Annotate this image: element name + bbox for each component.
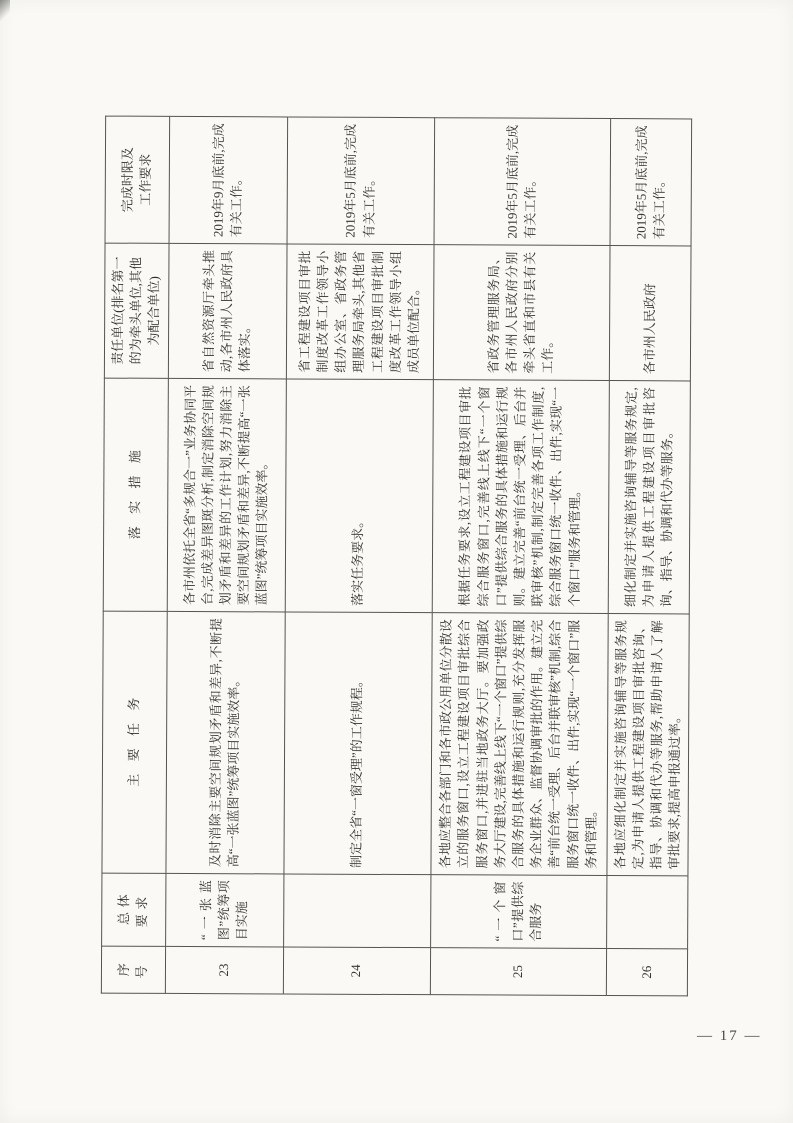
cell-measure-26: 细化制定并实施咨询辅导等服务规定,为申请人提供工程建设项目审批咨询、指导、协调和代办等服务。 (608, 381, 691, 614)
table-row-26 (606, 119, 692, 996)
cell-seq-23: 23 (165, 946, 283, 994)
cell-task-25: 各地应整合各部门和各市政公用单位分散设立的服务窗口,设立工程建设项目审批综合服务窗口,并进驻当地政务大厅。要加强政务大厅建设,完善线上线下“一个窗口”提供综合服务的具体措施和运行规则,充分发挥服务企业群众、监督协调审批的作用。建立完善“前台统一受理、后台并联审核”机制,综合服务窗口统一收件、出件,实现“一个窗口”服务和管理。 (431, 613, 608, 876)
cell-deadline-26: 2019年5月底前,完成有关工作。 (610, 119, 692, 246)
page-number: — 17 — (697, 1028, 762, 1044)
table-row-24 (283, 117, 434, 995)
cell-unit-24: 省工程建设项目审批制度改革工作领导小组办公室、省政务管理服务局牵头,其他省工程建设项目审批制度改革工作领导小组成员单位配合。 (286, 244, 434, 380)
cell-task-26: 各地应细化制定并实施咨询辅导等服务规定,为申请人提供工程建设项目审批咨询、指导、协调和代办等服务,帮助申请人了解审批要求,提高申报通过率。 (607, 614, 690, 876)
header-unit: 责任单位(排名第一 的为牵头单位,其他 为配合单位) (104, 243, 168, 378)
header-task: 主要任务 (102, 611, 167, 873)
cell-overall-25: “一个窗口”提供综合服务 (430, 875, 606, 949)
cell-measure-23: 各市州依托全省“多规合一”业务协同平台,完成差异图斑分析,制定消除空间规划矛盾和差异的工作计划,努力消除主要空间规划矛盾和差异,不断提高“一张蓝图”统筹项目实施效率。 (167, 378, 286, 612)
header-deadline: 完成时限及 工作要求 (105, 116, 169, 243)
cell-measure-24: 落实任务要求。 (285, 379, 433, 613)
cell-overall-24 (283, 874, 430, 948)
cell-seq-24: 24 (283, 947, 430, 995)
cell-overall-26 (606, 876, 688, 949)
header-measure: 落实措施 (103, 378, 168, 611)
table-header-row (101, 116, 169, 993)
header-seq: 序号 (101, 946, 165, 993)
cell-deadline-25: 2019年5月底前,完成有关工作。 (434, 118, 611, 246)
cell-unit-23: 省自然资源厅牵头推动,各市州人民政府具体落实。 (168, 243, 287, 379)
cell-deadline-24: 2019年5月底前,完成有关工作。 (287, 117, 435, 245)
cell-seq-26: 26 (606, 949, 688, 996)
cell-task-24: 制定全省“一窗受理”的工作规程。 (284, 612, 432, 875)
table-row-25 (430, 118, 610, 996)
cell-seq-25: 25 (430, 948, 606, 996)
cell-task-23: 及时消除主要空间规划矛盾和差异,不断提高“一张蓝图”统筹项目实施效率。 (166, 611, 285, 874)
cell-deadline-23: 2019年9月底前,完成有关工作。 (169, 116, 288, 244)
header-overall: 总体 要求 (102, 873, 166, 946)
task-table (101, 116, 693, 997)
cell-overall-23: “一张蓝图”统筹项目实施 (165, 873, 283, 947)
cell-unit-25: 省政务管理服务局、各市州人民政府分别牵头省直和市县有关工作。 (433, 245, 610, 381)
scan-corner-artifact (0, 0, 10, 22)
rotated-table-container (101, 117, 690, 997)
cell-unit-26: 各市州人民政府 (609, 246, 691, 381)
table-row-23 (165, 116, 287, 994)
cell-measure-25: 根据任务要求,设立工程建设项目审批综合服务窗口,完善线上线下“一个窗口”提供综合服务的具体措施和运行规则。建立完善“前台统一受理、后台并联审核”机制,制定完善各项工作制度,综合服务窗口统一收件、出件,实现“一个窗口”服务和管理。 (432, 380, 609, 614)
